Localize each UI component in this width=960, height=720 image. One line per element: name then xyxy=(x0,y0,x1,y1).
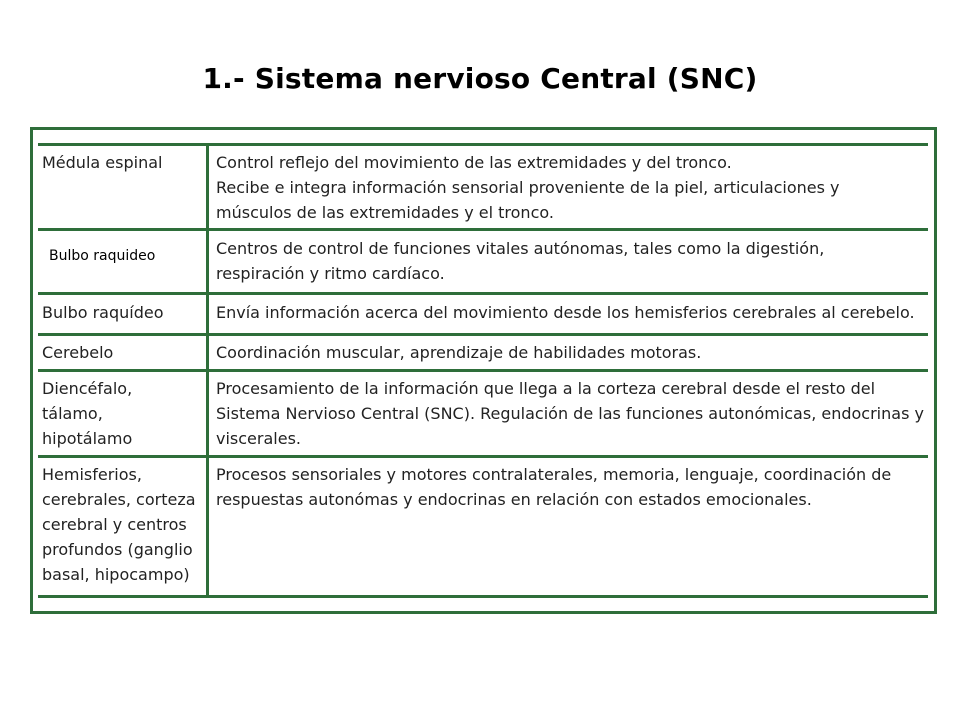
table-cell-function: Envía información acerca del movimiento desde los hemisferios cerebrales al cerebelo. xyxy=(216,303,915,322)
table-cell-region: Médula espinal xyxy=(42,153,163,172)
row-divider xyxy=(38,143,928,146)
row-divider xyxy=(38,292,928,295)
overlay-region-label: Bulbo raquideo xyxy=(49,248,156,264)
table-cell-function: Control reflejo del movimiento de las extremidades y del tronco. Recibe e integra información sensorial proveniente de la piel, articulaciones y músculos de las extremidades y el tronco. xyxy=(216,153,840,222)
table-cell-region: Cerebelo xyxy=(42,343,114,362)
row-divider xyxy=(38,369,928,372)
row-divider xyxy=(38,595,928,598)
row-divider xyxy=(38,333,928,336)
slide-title: 1.- Sistema nervioso Central (SNC) xyxy=(202,62,758,95)
table-cell-function: Procesamiento de la información que llega a la corteza cerebral desde el resto del Sistema Nervioso Central (SNC). Regulación de las funciones autonómicas, endocrinas y viscerales. xyxy=(216,379,924,448)
row-divider xyxy=(38,455,928,458)
table-cell-function: Coordinación muscular, aprendizaje de habilidades motoras. xyxy=(216,343,702,362)
table-cell-region: Hemisferios, cerebrales, corteza cerebral y centros profundos (ganglio basal, hipocampo) xyxy=(42,465,196,584)
row-divider xyxy=(38,228,928,231)
table-cell-region: Diencéfalo, tálamo, hipotálamo xyxy=(42,379,133,448)
column-divider xyxy=(206,143,209,598)
table-cell-function: Centros de control de funciones vitales autónomas, tales como la digestión, respiración y ritmo cardíaco. xyxy=(216,239,825,283)
table-cell-region: Bulbo raquídeo xyxy=(42,303,164,322)
table-cell-function: Procesos sensoriales y motores contralaterales, memoria, lenguaje, coordinación de respuestas autonómas y endocrinas en relación con estados emocionales. xyxy=(216,465,892,509)
